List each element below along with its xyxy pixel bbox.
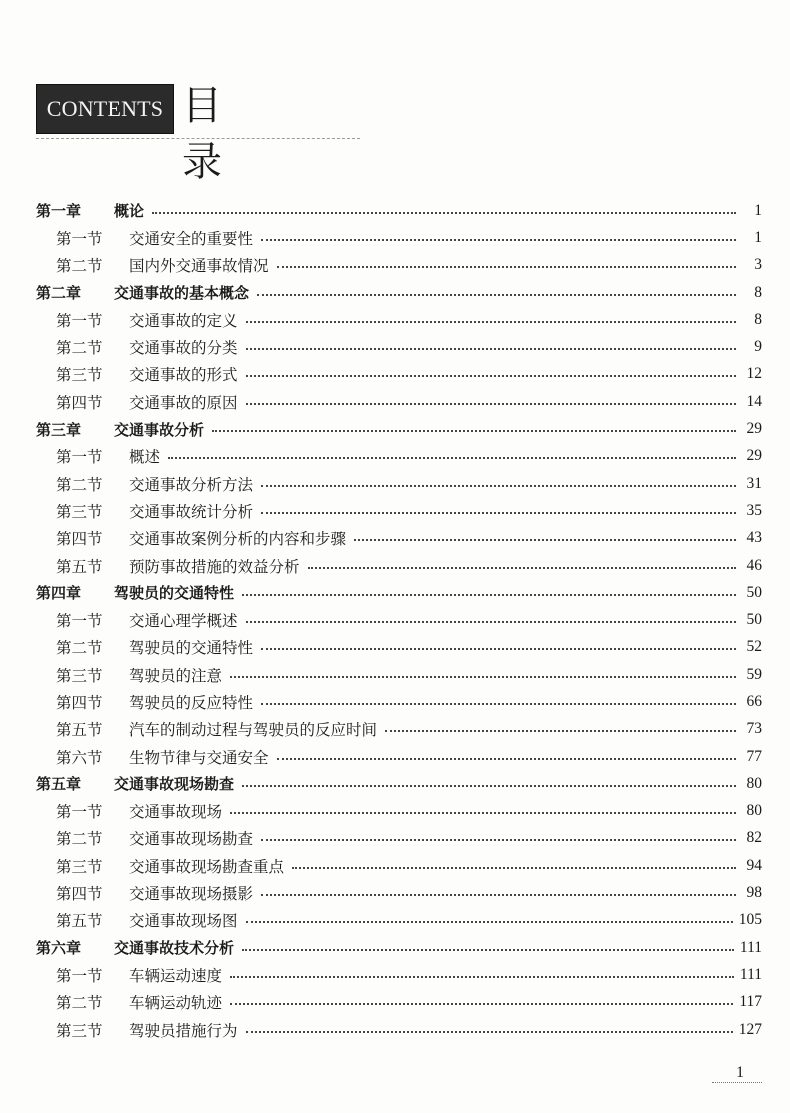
toc-section-entry[interactable] — [36, 552, 762, 579]
table-of-contents — [36, 197, 762, 1043]
section-number: 第三节 — [56, 366, 103, 385]
page-ref: 52 — [746, 638, 762, 656]
section-title: 交通事故统计分析 — [129, 502, 254, 521]
dot-leader — [261, 703, 736, 705]
toc-section-entry[interactable] — [36, 634, 762, 661]
section-title: 车辆运动速度 — [129, 966, 223, 985]
section-number: 第五节 — [56, 912, 103, 931]
page-ref: 8 — [754, 283, 762, 301]
section-number: 第二节 — [56, 994, 103, 1013]
toc-section-entry[interactable] — [36, 879, 762, 906]
chapter-title: 概论 — [114, 202, 145, 221]
page-ref: 59 — [746, 665, 762, 683]
toc-chapter-entry[interactable] — [36, 415, 762, 442]
section-number: 第二节 — [56, 830, 103, 849]
page-ref: 98 — [746, 884, 762, 902]
page-ref: 12 — [746, 365, 762, 383]
dot-leader — [242, 785, 736, 787]
dot-leader — [292, 867, 736, 869]
chapter-number: 第四章 — [36, 584, 82, 603]
section-title: 交通事故的分类 — [129, 339, 238, 358]
page-ref: 105 — [738, 911, 762, 929]
dot-leader — [246, 1031, 733, 1033]
page-ref: 29 — [746, 420, 762, 438]
toc-section-entry[interactable] — [36, 1016, 762, 1043]
page-ref: 50 — [746, 583, 762, 601]
chapter-title: 交通事故现场勘查 — [114, 775, 235, 794]
chapter-number: 第五章 — [36, 775, 82, 794]
dot-leader — [257, 294, 736, 296]
dot-leader — [261, 512, 736, 514]
dot-leader — [277, 266, 736, 268]
dot-leader — [212, 430, 736, 432]
toc-section-entry[interactable] — [36, 989, 762, 1016]
page-ref: 73 — [746, 720, 762, 738]
section-title: 交通事故的定义 — [129, 311, 238, 330]
dot-leader — [168, 457, 736, 459]
toc-section-entry[interactable] — [36, 525, 762, 552]
toc-section-entry[interactable] — [36, 852, 762, 879]
section-title: 交通事故分析方法 — [129, 475, 254, 494]
page-ref: 14 — [746, 392, 762, 410]
page-ref: 111 — [739, 965, 762, 983]
dot-leader — [242, 949, 734, 951]
toc-chapter-entry[interactable] — [36, 770, 762, 797]
section-number: 第四节 — [56, 885, 103, 904]
section-number: 第二节 — [56, 339, 103, 358]
section-title: 生物节律与交通安全 — [129, 748, 269, 767]
page-ref: 31 — [746, 474, 762, 492]
dot-leader — [152, 212, 736, 214]
chapter-number: 第三章 — [36, 420, 82, 439]
toc-section-entry[interactable] — [36, 688, 762, 715]
page-ref: 3 — [754, 256, 762, 274]
section-number: 第三节 — [56, 857, 103, 876]
section-number: 第三节 — [56, 666, 103, 685]
section-title: 交通事故现场勘查重点 — [129, 857, 285, 876]
section-number: 第四节 — [56, 530, 103, 549]
section-title: 交通心理学概述 — [129, 612, 238, 631]
dot-leader — [308, 567, 736, 569]
toc-section-entry[interactable] — [36, 443, 762, 470]
section-title: 交通事故现场 — [129, 803, 223, 822]
section-title: 交通事故现场摄影 — [129, 885, 254, 904]
chapter-title: 驾驶员的交通特性 — [114, 584, 235, 603]
section-number: 第三节 — [56, 1021, 103, 1040]
section-number: 第二节 — [56, 639, 103, 658]
page-ref: 127 — [738, 1020, 762, 1038]
toc-chapter-entry[interactable] — [36, 579, 762, 606]
toc-section-entry[interactable] — [36, 333, 762, 360]
contents-label: CONTENTS — [36, 84, 174, 134]
toc-section-entry[interactable] — [36, 497, 762, 524]
toc-chapter-entry[interactable] — [36, 279, 762, 306]
page-ref: 66 — [746, 692, 762, 710]
page-ref: 50 — [746, 611, 762, 629]
page-ref: 82 — [746, 829, 762, 847]
section-number: 第五节 — [56, 557, 103, 576]
toc-header — [36, 83, 366, 185]
section-number: 第六节 — [56, 748, 103, 767]
chapter-number: 第六章 — [36, 939, 82, 958]
section-number: 第五节 — [56, 721, 103, 740]
section-title: 交通事故现场图 — [129, 912, 238, 931]
section-number: 第一节 — [56, 448, 103, 467]
dot-leader — [261, 239, 736, 241]
section-number: 第四节 — [56, 393, 103, 412]
section-title: 交通事故现场勘查 — [129, 830, 254, 849]
dot-leader — [261, 894, 736, 896]
page-ref: 117 — [739, 993, 762, 1011]
dot-leader — [246, 921, 733, 923]
dot-leader — [261, 648, 736, 650]
section-title: 概述 — [129, 448, 161, 467]
page-ref: 46 — [746, 556, 762, 574]
toc-section-entry[interactable] — [36, 388, 762, 415]
page-title: 目录 — [182, 83, 294, 185]
section-number: 第四节 — [56, 693, 103, 712]
dot-leader — [242, 594, 736, 596]
toc-section-entry[interactable] — [36, 224, 762, 251]
dot-leader — [230, 1003, 733, 1005]
page-ref: 35 — [746, 501, 762, 519]
dot-leader — [246, 621, 736, 623]
section-title: 驾驶员措施行为 — [129, 1021, 238, 1040]
toc-section-entry[interactable] — [36, 252, 762, 279]
page-ref: 80 — [746, 774, 762, 792]
dot-leader — [385, 730, 736, 732]
page-ref: 1 — [754, 228, 762, 246]
toc-section-entry[interactable] — [36, 961, 762, 988]
dot-leader — [246, 403, 736, 405]
section-title: 交通事故案例分析的内容和步骤 — [129, 530, 347, 549]
page-ref: 43 — [746, 529, 762, 547]
dot-leader — [277, 758, 736, 760]
toc-section-entry[interactable] — [36, 606, 762, 633]
section-number: 第一节 — [56, 966, 103, 985]
section-number: 第一节 — [56, 803, 103, 822]
section-title: 交通事故的形式 — [129, 366, 238, 385]
toc-section-entry[interactable] — [36, 825, 762, 852]
header-divider — [36, 138, 360, 139]
chapter-title: 交通事故技术分析 — [114, 939, 235, 958]
toc-chapter-entry[interactable] — [36, 934, 762, 961]
section-title: 汽车的制动过程与驾驶员的反应时间 — [129, 721, 378, 740]
dot-leader — [230, 812, 736, 814]
toc-section-entry[interactable] — [36, 470, 762, 497]
page-ref: 1 — [754, 201, 762, 219]
toc-section-entry[interactable] — [36, 661, 762, 688]
toc-section-entry[interactable] — [36, 716, 762, 743]
section-title: 国内外交通事故情况 — [129, 257, 269, 276]
page-ref: 111 — [739, 938, 762, 956]
page-ref: 94 — [746, 856, 762, 874]
page-ref: 9 — [754, 338, 762, 356]
dot-leader — [246, 348, 736, 350]
section-title: 驾驶员的注意 — [129, 666, 223, 685]
chapter-number: 第一章 — [36, 202, 82, 221]
section-title: 交通安全的重要性 — [129, 229, 254, 248]
section-number: 第二节 — [56, 257, 103, 276]
toc-section-entry[interactable] — [36, 798, 762, 825]
toc-section-entry[interactable] — [36, 306, 762, 333]
dot-leader — [246, 375, 736, 377]
toc-chapter-entry[interactable] — [36, 197, 762, 224]
section-title: 车辆运动轨迹 — [129, 994, 223, 1013]
section-number: 第一节 — [56, 311, 103, 330]
page-ref: 29 — [746, 447, 762, 465]
section-number: 第一节 — [56, 612, 103, 631]
folio-ornament — [712, 1082, 762, 1083]
page-number: 1 — [736, 1064, 744, 1081]
dot-leader — [230, 676, 736, 678]
section-title: 驾驶员的交通特性 — [129, 639, 254, 658]
chapter-title: 交通事故的基本概念 — [114, 284, 250, 303]
dot-leader — [354, 539, 736, 541]
page-ref: 80 — [746, 802, 762, 820]
section-number: 第三节 — [56, 502, 103, 521]
toc-section-entry[interactable] — [36, 361, 762, 388]
section-title: 交通事故的原因 — [129, 393, 238, 412]
section-number: 第二节 — [56, 475, 103, 494]
section-title: 驾驶员的反应特性 — [129, 693, 254, 712]
dot-leader — [230, 976, 734, 978]
dot-leader — [261, 839, 736, 841]
dot-leader — [246, 321, 736, 323]
toc-section-entry[interactable] — [36, 743, 762, 770]
section-number: 第一节 — [56, 229, 103, 248]
section-title: 预防事故措施的效益分析 — [129, 557, 300, 576]
page-ref: 77 — [746, 747, 762, 765]
chapter-title: 交通事故分析 — [114, 420, 205, 439]
toc-section-entry[interactable] — [36, 907, 762, 934]
dot-leader — [261, 485, 736, 487]
page-ref: 8 — [754, 310, 762, 328]
chapter-number: 第二章 — [36, 284, 82, 303]
